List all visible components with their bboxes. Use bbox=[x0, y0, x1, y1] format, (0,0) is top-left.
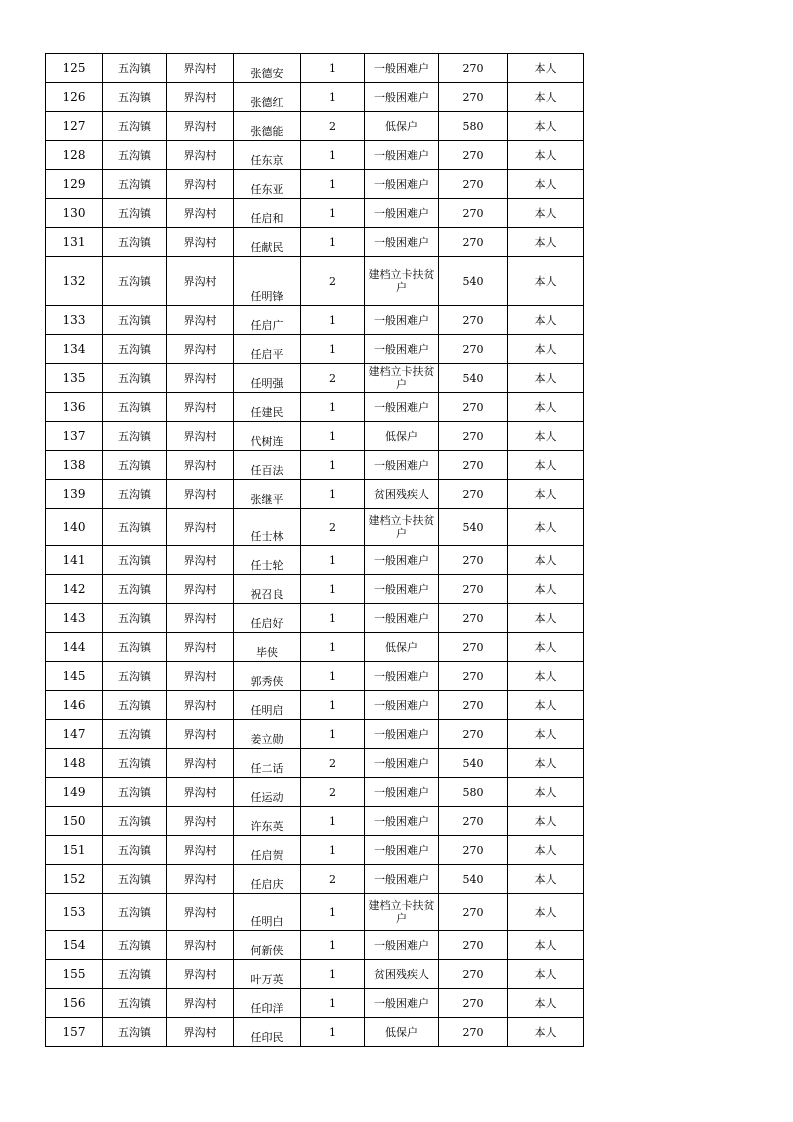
village-cell: 界沟村 bbox=[167, 894, 234, 931]
table-body bbox=[46, 54, 584, 1047]
table-row bbox=[46, 54, 584, 83]
row-number-cell: 155 bbox=[46, 960, 103, 989]
table-row bbox=[46, 989, 584, 1018]
table-row bbox=[46, 364, 584, 393]
recipient-cell: 本人 bbox=[508, 141, 584, 170]
amount-cell: 270 bbox=[439, 1018, 508, 1047]
name-cell: 任献民 bbox=[234, 228, 301, 257]
recipient-cell: 本人 bbox=[508, 83, 584, 112]
household-count-cell: 2 bbox=[301, 749, 365, 778]
town-cell: 五沟镇 bbox=[103, 989, 167, 1018]
recipient-cell: 本人 bbox=[508, 778, 584, 807]
household-type-cell: 一般困难户 bbox=[365, 720, 439, 749]
amount-cell: 270 bbox=[439, 960, 508, 989]
household-count-cell: 1 bbox=[301, 720, 365, 749]
village-cell: 界沟村 bbox=[167, 865, 234, 894]
household-type-cell: 一般困难户 bbox=[365, 931, 439, 960]
village-cell: 界沟村 bbox=[167, 749, 234, 778]
table-row bbox=[46, 546, 584, 575]
village-cell: 界沟村 bbox=[167, 546, 234, 575]
recipient-cell: 本人 bbox=[508, 257, 584, 306]
amount-cell: 270 bbox=[439, 228, 508, 257]
amount-cell: 270 bbox=[439, 335, 508, 364]
village-cell: 界沟村 bbox=[167, 257, 234, 306]
household-type-cell: 低保户 bbox=[365, 422, 439, 451]
amount-cell: 270 bbox=[439, 604, 508, 633]
town-cell: 五沟镇 bbox=[103, 662, 167, 691]
amount-cell: 270 bbox=[439, 54, 508, 83]
household-type-cell: 建档立卡扶贫户 bbox=[365, 509, 439, 546]
row-number-cell: 145 bbox=[46, 662, 103, 691]
recipient-cell: 本人 bbox=[508, 364, 584, 393]
household-type-cell: 一般困难户 bbox=[365, 306, 439, 335]
village-cell: 界沟村 bbox=[167, 451, 234, 480]
village-cell: 界沟村 bbox=[167, 306, 234, 335]
town-cell: 五沟镇 bbox=[103, 170, 167, 199]
row-number-cell: 150 bbox=[46, 807, 103, 836]
household-type-cell: 一般困难户 bbox=[365, 989, 439, 1018]
name-cell: 姜立勋 bbox=[234, 720, 301, 749]
household-count-cell: 1 bbox=[301, 199, 365, 228]
table-row bbox=[46, 1018, 584, 1047]
amount-cell: 270 bbox=[439, 83, 508, 112]
household-count-cell: 1 bbox=[301, 894, 365, 931]
amount-cell: 270 bbox=[439, 931, 508, 960]
recipient-cell: 本人 bbox=[508, 931, 584, 960]
name-cell: 祝召良 bbox=[234, 575, 301, 604]
name-cell: 任启和 bbox=[234, 199, 301, 228]
household-type-cell: 一般困难户 bbox=[365, 865, 439, 894]
village-cell: 界沟村 bbox=[167, 836, 234, 865]
household-count-cell: 1 bbox=[301, 633, 365, 662]
village-cell: 界沟村 bbox=[167, 604, 234, 633]
amount-cell: 270 bbox=[439, 170, 508, 199]
town-cell: 五沟镇 bbox=[103, 257, 167, 306]
table-row bbox=[46, 83, 584, 112]
table-row bbox=[46, 199, 584, 228]
village-cell: 界沟村 bbox=[167, 141, 234, 170]
table-row bbox=[46, 141, 584, 170]
household-type-cell: 一般困难户 bbox=[365, 54, 439, 83]
name-cell: 任印民 bbox=[234, 1018, 301, 1047]
town-cell: 五沟镇 bbox=[103, 807, 167, 836]
row-number-cell: 156 bbox=[46, 989, 103, 1018]
town-cell: 五沟镇 bbox=[103, 451, 167, 480]
name-cell: 任启广 bbox=[234, 306, 301, 335]
row-number-cell: 141 bbox=[46, 546, 103, 575]
village-cell: 界沟村 bbox=[167, 83, 234, 112]
name-cell: 任百法 bbox=[234, 451, 301, 480]
household-type-cell: 低保户 bbox=[365, 112, 439, 141]
row-number-cell: 135 bbox=[46, 364, 103, 393]
village-cell: 界沟村 bbox=[167, 422, 234, 451]
amount-cell: 270 bbox=[439, 836, 508, 865]
household-count-cell: 1 bbox=[301, 170, 365, 199]
household-type-cell: 一般困难户 bbox=[365, 228, 439, 257]
household-type-cell: 一般困难户 bbox=[365, 141, 439, 170]
table-row bbox=[46, 575, 584, 604]
table-row bbox=[46, 393, 584, 422]
amount-cell: 540 bbox=[439, 257, 508, 306]
village-cell: 界沟村 bbox=[167, 54, 234, 83]
household-count-cell: 2 bbox=[301, 364, 365, 393]
household-type-cell: 一般困难户 bbox=[365, 199, 439, 228]
table-row bbox=[46, 112, 584, 141]
name-cell: 任东亚 bbox=[234, 170, 301, 199]
household-type-cell: 一般困难户 bbox=[365, 451, 439, 480]
row-number-cell: 137 bbox=[46, 422, 103, 451]
household-count-cell: 1 bbox=[301, 575, 365, 604]
household-type-cell: 一般困难户 bbox=[365, 83, 439, 112]
household-count-cell: 1 bbox=[301, 141, 365, 170]
recipient-cell: 本人 bbox=[508, 112, 584, 141]
amount-cell: 270 bbox=[439, 480, 508, 509]
table-row bbox=[46, 865, 584, 894]
row-number-cell: 144 bbox=[46, 633, 103, 662]
household-count-cell: 1 bbox=[301, 306, 365, 335]
town-cell: 五沟镇 bbox=[103, 393, 167, 422]
row-number-cell: 129 bbox=[46, 170, 103, 199]
table-row bbox=[46, 422, 584, 451]
recipient-cell: 本人 bbox=[508, 691, 584, 720]
name-cell: 任建民 bbox=[234, 393, 301, 422]
town-cell: 五沟镇 bbox=[103, 335, 167, 364]
village-cell: 界沟村 bbox=[167, 1018, 234, 1047]
recipient-cell: 本人 bbox=[508, 480, 584, 509]
recipient-cell: 本人 bbox=[508, 989, 584, 1018]
table-row bbox=[46, 170, 584, 199]
name-cell: 任启平 bbox=[234, 335, 301, 364]
table-row bbox=[46, 836, 584, 865]
recipient-cell: 本人 bbox=[508, 54, 584, 83]
town-cell: 五沟镇 bbox=[103, 691, 167, 720]
town-cell: 五沟镇 bbox=[103, 575, 167, 604]
recipient-cell: 本人 bbox=[508, 422, 584, 451]
table-row bbox=[46, 451, 584, 480]
household-type-cell: 一般困难户 bbox=[365, 749, 439, 778]
table-row bbox=[46, 604, 584, 633]
town-cell: 五沟镇 bbox=[103, 364, 167, 393]
row-number-cell: 147 bbox=[46, 720, 103, 749]
household-count-cell: 1 bbox=[301, 83, 365, 112]
village-cell: 界沟村 bbox=[167, 778, 234, 807]
recipient-cell: 本人 bbox=[508, 306, 584, 335]
village-cell: 界沟村 bbox=[167, 989, 234, 1018]
household-count-cell: 1 bbox=[301, 836, 365, 865]
town-cell: 五沟镇 bbox=[103, 720, 167, 749]
table-row bbox=[46, 931, 584, 960]
village-cell: 界沟村 bbox=[167, 509, 234, 546]
household-count-cell: 1 bbox=[301, 480, 365, 509]
household-count-cell: 1 bbox=[301, 1018, 365, 1047]
recipient-cell: 本人 bbox=[508, 546, 584, 575]
town-cell: 五沟镇 bbox=[103, 480, 167, 509]
household-type-cell: 一般困难户 bbox=[365, 575, 439, 604]
amount-cell: 270 bbox=[439, 633, 508, 662]
table-row bbox=[46, 228, 584, 257]
table-row bbox=[46, 633, 584, 662]
town-cell: 五沟镇 bbox=[103, 604, 167, 633]
name-cell: 任东京 bbox=[234, 141, 301, 170]
village-cell: 界沟村 bbox=[167, 199, 234, 228]
household-count-cell: 2 bbox=[301, 257, 365, 306]
amount-cell: 580 bbox=[439, 112, 508, 141]
recipient-cell: 本人 bbox=[508, 170, 584, 199]
town-cell: 五沟镇 bbox=[103, 422, 167, 451]
household-type-cell: 一般困难户 bbox=[365, 393, 439, 422]
household-count-cell: 1 bbox=[301, 54, 365, 83]
village-cell: 界沟村 bbox=[167, 662, 234, 691]
amount-cell: 580 bbox=[439, 778, 508, 807]
row-number-cell: 126 bbox=[46, 83, 103, 112]
name-cell: 任启好 bbox=[234, 604, 301, 633]
table-row bbox=[46, 662, 584, 691]
village-cell: 界沟村 bbox=[167, 364, 234, 393]
name-cell: 许东英 bbox=[234, 807, 301, 836]
town-cell: 五沟镇 bbox=[103, 54, 167, 83]
household-type-cell: 一般困难户 bbox=[365, 778, 439, 807]
row-number-cell: 138 bbox=[46, 451, 103, 480]
table-row bbox=[46, 306, 584, 335]
household-count-cell: 1 bbox=[301, 228, 365, 257]
town-cell: 五沟镇 bbox=[103, 931, 167, 960]
town-cell: 五沟镇 bbox=[103, 509, 167, 546]
row-number-cell: 148 bbox=[46, 749, 103, 778]
amount-cell: 270 bbox=[439, 546, 508, 575]
row-number-cell: 154 bbox=[46, 931, 103, 960]
recipient-cell: 本人 bbox=[508, 393, 584, 422]
household-count-cell: 1 bbox=[301, 989, 365, 1018]
household-count-cell: 1 bbox=[301, 662, 365, 691]
row-number-cell: 149 bbox=[46, 778, 103, 807]
row-number-cell: 152 bbox=[46, 865, 103, 894]
name-cell: 毕侠 bbox=[234, 633, 301, 662]
town-cell: 五沟镇 bbox=[103, 546, 167, 575]
amount-cell: 270 bbox=[439, 199, 508, 228]
row-number-cell: 127 bbox=[46, 112, 103, 141]
village-cell: 界沟村 bbox=[167, 931, 234, 960]
household-count-cell: 1 bbox=[301, 931, 365, 960]
row-number-cell: 133 bbox=[46, 306, 103, 335]
row-number-cell: 151 bbox=[46, 836, 103, 865]
recipient-cell: 本人 bbox=[508, 836, 584, 865]
name-cell: 任士林 bbox=[234, 509, 301, 546]
row-number-cell: 131 bbox=[46, 228, 103, 257]
row-number-cell: 132 bbox=[46, 257, 103, 306]
table-row bbox=[46, 509, 584, 546]
recipient-cell: 本人 bbox=[508, 575, 584, 604]
name-cell: 张德能 bbox=[234, 112, 301, 141]
recipient-cell: 本人 bbox=[508, 749, 584, 778]
table-row bbox=[46, 720, 584, 749]
village-cell: 界沟村 bbox=[167, 393, 234, 422]
recipient-cell: 本人 bbox=[508, 662, 584, 691]
recipient-cell: 本人 bbox=[508, 960, 584, 989]
name-cell: 张德红 bbox=[234, 83, 301, 112]
recipient-cell: 本人 bbox=[508, 451, 584, 480]
recipient-cell: 本人 bbox=[508, 604, 584, 633]
village-cell: 界沟村 bbox=[167, 691, 234, 720]
row-number-cell: 128 bbox=[46, 141, 103, 170]
household-type-cell: 建档立卡扶贫户 bbox=[365, 257, 439, 306]
name-cell: 任明白 bbox=[234, 894, 301, 931]
household-type-cell: 贫困残疾人 bbox=[365, 480, 439, 509]
name-cell: 任明强 bbox=[234, 364, 301, 393]
name-cell: 郭秀侠 bbox=[234, 662, 301, 691]
household-count-cell: 2 bbox=[301, 112, 365, 141]
table-row bbox=[46, 335, 584, 364]
household-type-cell: 低保户 bbox=[365, 633, 439, 662]
household-count-cell: 1 bbox=[301, 451, 365, 480]
town-cell: 五沟镇 bbox=[103, 228, 167, 257]
name-cell: 任二话 bbox=[234, 749, 301, 778]
household-type-cell: 低保户 bbox=[365, 1018, 439, 1047]
town-cell: 五沟镇 bbox=[103, 960, 167, 989]
table-row bbox=[46, 894, 584, 931]
table-row bbox=[46, 691, 584, 720]
amount-cell: 270 bbox=[439, 393, 508, 422]
town-cell: 五沟镇 bbox=[103, 141, 167, 170]
row-number-cell: 143 bbox=[46, 604, 103, 633]
row-number-cell: 140 bbox=[46, 509, 103, 546]
household-type-cell: 一般困难户 bbox=[365, 807, 439, 836]
town-cell: 五沟镇 bbox=[103, 1018, 167, 1047]
town-cell: 五沟镇 bbox=[103, 836, 167, 865]
recipient-cell: 本人 bbox=[508, 807, 584, 836]
amount-cell: 540 bbox=[439, 364, 508, 393]
household-type-cell: 一般困难户 bbox=[365, 662, 439, 691]
village-cell: 界沟村 bbox=[167, 112, 234, 141]
name-cell: 任启贺 bbox=[234, 836, 301, 865]
name-cell: 何新侠 bbox=[234, 931, 301, 960]
village-cell: 界沟村 bbox=[167, 960, 234, 989]
recipient-cell: 本人 bbox=[508, 1018, 584, 1047]
recipient-cell: 本人 bbox=[508, 199, 584, 228]
table-row bbox=[46, 257, 584, 306]
name-cell: 任运动 bbox=[234, 778, 301, 807]
name-cell: 代树连 bbox=[234, 422, 301, 451]
household-count-cell: 1 bbox=[301, 335, 365, 364]
table-row bbox=[46, 778, 584, 807]
household-count-cell: 1 bbox=[301, 422, 365, 451]
table-row bbox=[46, 480, 584, 509]
household-count-cell: 2 bbox=[301, 778, 365, 807]
table-row bbox=[46, 749, 584, 778]
household-type-cell: 一般困难户 bbox=[365, 604, 439, 633]
amount-cell: 270 bbox=[439, 306, 508, 335]
row-number-cell: 139 bbox=[46, 480, 103, 509]
row-number-cell: 153 bbox=[46, 894, 103, 931]
amount-cell: 270 bbox=[439, 691, 508, 720]
town-cell: 五沟镇 bbox=[103, 199, 167, 228]
household-type-cell: 一般困难户 bbox=[365, 335, 439, 364]
village-cell: 界沟村 bbox=[167, 575, 234, 604]
village-cell: 界沟村 bbox=[167, 480, 234, 509]
table-row bbox=[46, 807, 584, 836]
town-cell: 五沟镇 bbox=[103, 112, 167, 141]
name-cell: 叶万英 bbox=[234, 960, 301, 989]
row-number-cell: 157 bbox=[46, 1018, 103, 1047]
recipient-cell: 本人 bbox=[508, 335, 584, 364]
recipient-table bbox=[45, 53, 584, 1047]
village-cell: 界沟村 bbox=[167, 633, 234, 662]
amount-cell: 270 bbox=[439, 422, 508, 451]
household-type-cell: 建档立卡扶贫户 bbox=[365, 364, 439, 393]
amount-cell: 540 bbox=[439, 749, 508, 778]
row-number-cell: 142 bbox=[46, 575, 103, 604]
recipient-cell: 本人 bbox=[508, 509, 584, 546]
household-type-cell: 一般困难户 bbox=[365, 836, 439, 865]
household-count-cell: 1 bbox=[301, 960, 365, 989]
row-number-cell: 130 bbox=[46, 199, 103, 228]
name-cell: 任印洋 bbox=[234, 989, 301, 1018]
row-number-cell: 146 bbox=[46, 691, 103, 720]
name-cell: 任明启 bbox=[234, 691, 301, 720]
recipient-cell: 本人 bbox=[508, 633, 584, 662]
village-cell: 界沟村 bbox=[167, 228, 234, 257]
household-type-cell: 一般困难户 bbox=[365, 170, 439, 199]
amount-cell: 270 bbox=[439, 807, 508, 836]
name-cell: 任士轮 bbox=[234, 546, 301, 575]
amount-cell: 270 bbox=[439, 894, 508, 931]
village-cell: 界沟村 bbox=[167, 335, 234, 364]
village-cell: 界沟村 bbox=[167, 170, 234, 199]
amount-cell: 270 bbox=[439, 989, 508, 1018]
household-type-cell: 贫困残疾人 bbox=[365, 960, 439, 989]
town-cell: 五沟镇 bbox=[103, 633, 167, 662]
name-cell: 任明锋 bbox=[234, 257, 301, 306]
amount-cell: 270 bbox=[439, 662, 508, 691]
town-cell: 五沟镇 bbox=[103, 749, 167, 778]
row-number-cell: 134 bbox=[46, 335, 103, 364]
household-count-cell: 1 bbox=[301, 546, 365, 575]
row-number-cell: 125 bbox=[46, 54, 103, 83]
household-count-cell: 2 bbox=[301, 865, 365, 894]
recipient-cell: 本人 bbox=[508, 865, 584, 894]
household-type-cell: 建档立卡扶贫户 bbox=[365, 894, 439, 931]
amount-cell: 540 bbox=[439, 865, 508, 894]
name-cell: 张继平 bbox=[234, 480, 301, 509]
town-cell: 五沟镇 bbox=[103, 865, 167, 894]
recipient-cell: 本人 bbox=[508, 720, 584, 749]
town-cell: 五沟镇 bbox=[103, 894, 167, 931]
household-count-cell: 2 bbox=[301, 509, 365, 546]
village-cell: 界沟村 bbox=[167, 720, 234, 749]
amount-cell: 270 bbox=[439, 720, 508, 749]
amount-cell: 270 bbox=[439, 575, 508, 604]
town-cell: 五沟镇 bbox=[103, 306, 167, 335]
town-cell: 五沟镇 bbox=[103, 778, 167, 807]
household-type-cell: 一般困难户 bbox=[365, 546, 439, 575]
amount-cell: 540 bbox=[439, 509, 508, 546]
amount-cell: 270 bbox=[439, 451, 508, 480]
household-count-cell: 1 bbox=[301, 604, 365, 633]
household-count-cell: 1 bbox=[301, 807, 365, 836]
recipient-cell: 本人 bbox=[508, 228, 584, 257]
household-type-cell: 一般困难户 bbox=[365, 691, 439, 720]
village-cell: 界沟村 bbox=[167, 807, 234, 836]
town-cell: 五沟镇 bbox=[103, 83, 167, 112]
name-cell: 张德安 bbox=[234, 54, 301, 83]
household-count-cell: 1 bbox=[301, 393, 365, 422]
name-cell: 任启庆 bbox=[234, 865, 301, 894]
row-number-cell: 136 bbox=[46, 393, 103, 422]
recipient-cell: 本人 bbox=[508, 894, 584, 931]
amount-cell: 270 bbox=[439, 141, 508, 170]
table-row bbox=[46, 960, 584, 989]
household-count-cell: 1 bbox=[301, 691, 365, 720]
